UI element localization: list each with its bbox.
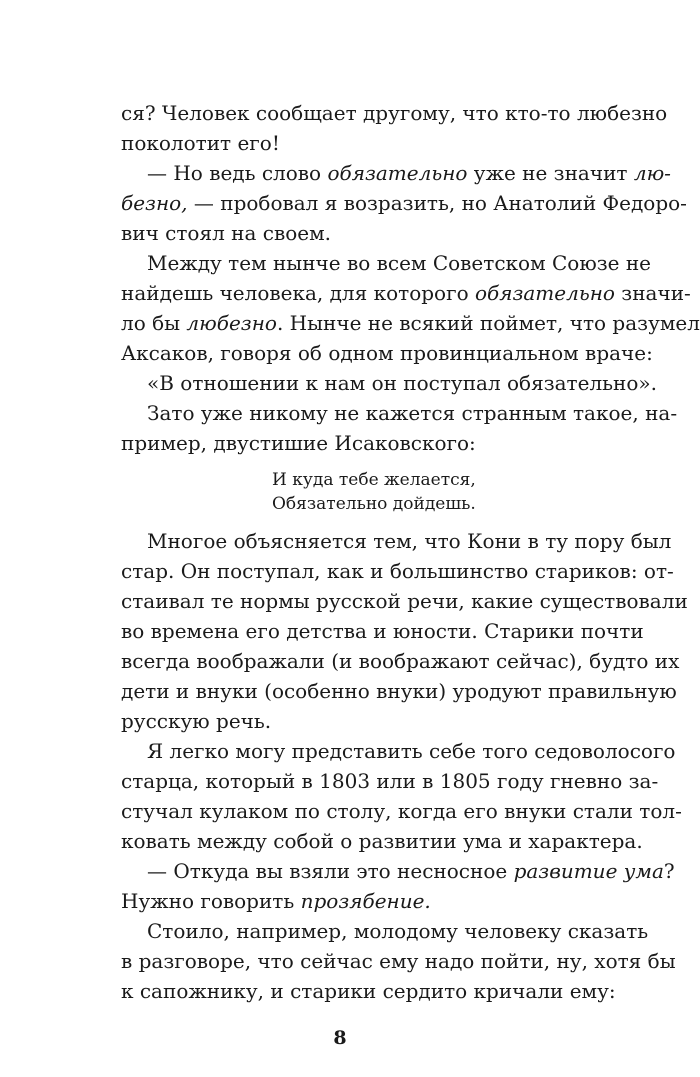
text-line: стар. Он поступал, как и большинство стариков: от- (121, 559, 674, 583)
text-line: пример, двустишие Исаковского: (121, 431, 476, 455)
text-line: дети и внуки (особенно внуки) уродуют правильную (121, 679, 677, 703)
verse-line: Обязательно дойдешь. (272, 494, 476, 514)
page-number: 8 (333, 1027, 347, 1049)
text-line: «В отношении к нам он поступал обязательно». (147, 371, 658, 395)
text-line: ковать между собой о развитии ума и характера. (121, 829, 643, 853)
text-line: в разговоре, что сейчас ему надо пойти, ну, хотя бы (121, 949, 676, 973)
text-line: вич стоял на своем. (121, 221, 332, 245)
text-line: к сапожнику, и старики сердито кричали ему: (121, 979, 616, 1003)
text-line: стучал кулаком по столу, когда его внуки стали тол- (121, 799, 682, 823)
verse-line: И куда тебе желается, (272, 470, 476, 490)
text-line: Аксаков, говоря об одном провинциальном враче: (121, 341, 653, 365)
text-line: безно, — пробовал я возразить, но Анатолий Федоро- (121, 191, 687, 215)
text-line: всегда воображали (и воображают сейчас), будто их (121, 649, 680, 673)
text-line: поколотит его! (121, 131, 280, 155)
text-line: старца, который в 1803 или в 1805 году гневно за- (121, 769, 659, 793)
text-line: — Откуда вы взяли это несносное развитие ума? (147, 859, 675, 883)
text-line: ло бы любезно. Нынче не всякий поймет, что разумел (121, 311, 700, 335)
text-line: во времена его детства и юности. Старики почти (121, 619, 644, 643)
text-line: русскую речь. (121, 709, 272, 733)
text-line: Зато уже никому не кажется странным такое, на- (147, 401, 678, 425)
text-line: найдешь человека, для которого обязательно значи- (121, 281, 691, 305)
text-line: Стоило, например, молодому человеку сказать (147, 919, 649, 943)
text-line: Многое объясняется тем, что Кони в ту пору был (147, 529, 672, 553)
text-line: ся? Человек сообщает другому, что кто-то любезно (121, 101, 668, 125)
text-line: Нужно говорить прозябение. (121, 889, 431, 913)
text-line: стаивал те нормы русской речи, какие существовали (121, 589, 688, 613)
text-line: Я легко могу представить себе того седоволосого (147, 739, 676, 763)
text-line: Между тем нынче во всем Советском Союзе не (147, 251, 652, 275)
text-line: — Но ведь слово обязательно уже не значит лю- (147, 161, 671, 185)
